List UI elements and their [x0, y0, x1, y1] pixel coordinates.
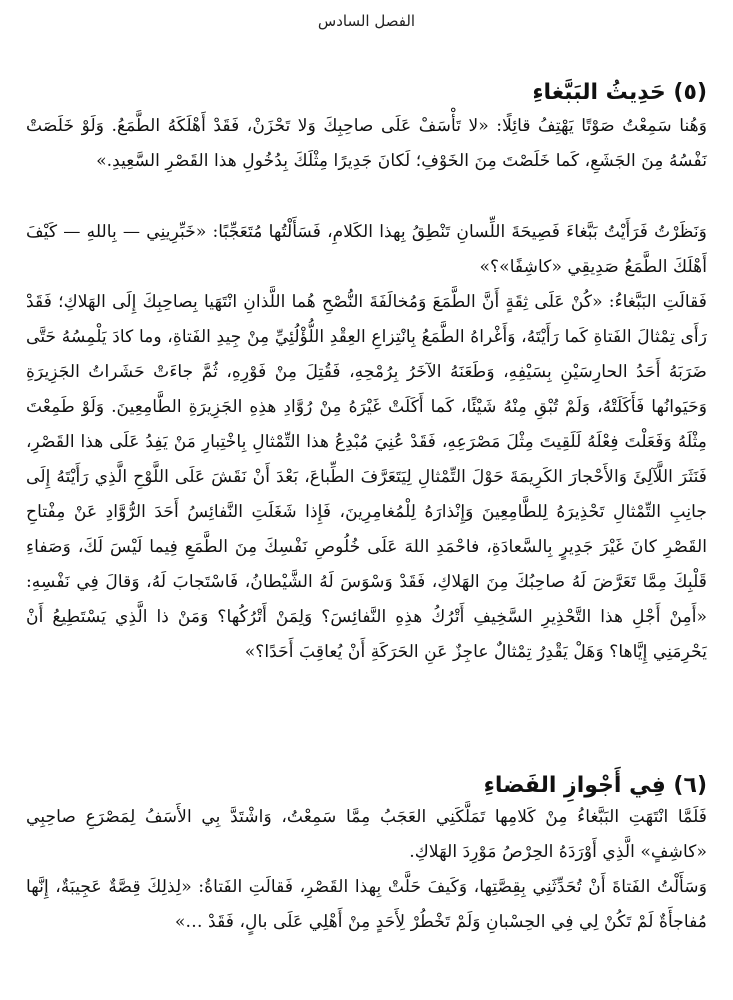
section-heading-6: (٦) فِي أَجْوازِ الفَضاءِ: [483, 773, 707, 799]
paragraph-parrot-question: وَنَظَرْتُ فَرَأَيْتُ بَبَّغاءَ فَصِيحَةَ اللِّسانِ تَنْطِقُ بِهذا الكَلامِ، فَسَأَلْتُها مُتَعَجِّبًا: «خَبِّرِينِي — بِاللهِ — كَيْفَ أَهْلَكَ الطَّمَعُ صَدِيقِي «كاشِفًا»؟»: [26, 222, 707, 277]
section-heading-5: (٥) حَدِيثُ البَبَّغاءِ: [532, 80, 707, 106]
paragraph-parrot-answer: فَقالَتِ البَبَّغاءُ: «كُنْ عَلَى ثِقَةٍ أَنَّ الطَّمَعَ وَمُخالَفَةَ النُّصْحِ هُما اللَّذانِ انْتَهَيا بِصاحِبِكَ إِلَى الهَلاكِ؛ فَقَدْ رَأَى تِمْثالَ الفَتاةِ كَما رَأَيْتَهُ، وَأَغْراهُ الطَّمَعُ بِانْتِزاعِ العِقْدِ اللُّؤْلُئِيِّ مِنْ جِيدِ الفَتاةِ، وما كادَ يَلْمِسُهُ حَتَّى ضَرَبَهُ أَحَدُ الحارِسَيْنِ بِسَيْفِهِ، وَطَعَنَهُ الآخَرُ بِرُمْحِهِ، فَقُتِلَ مِنْ فَوْرِهِ، ثُمَّ جاءَتْ حَشَراتُ الجَزِيرَةِ وَحَيَوانُها فَأَكَلَتْهُ، وَلَمْ تُبْقِ مِنْهُ شَيْئًا، كَما أَكَلَتْ غَيْرَهُ مِنْ رُوَّادِ هذِهِ الجَزِيرَةِ الطَّامِعِينَ. وَلَوْ طَمِعْتَ مِثْلَهُ وَفَعَلْتَ فِعْلَهُ لَلَقِيتَ مِثْلَ مَصْرَعِهِ، فَقَدْ عُنِيَ مُبْدِعُ هذا التِّمْثالِ بِاخْتِبارِ مَنْ يَفِدُ عَلَى هذا القَصْرِ، فَنَثَرَ اللَّآلِئَ وَالأَحْجارَ الكَرِيمَةَ حَوْلَ التِّمْثالِ لِيَتَعَرَّفَ الطِّباعَ، بَعْدَ أَنْ نَقَشَ عَلَى اللَّوْحِ الَّذِي رَأَيْتَهُ إِلَى جانِبِ التِّمْثالِ تَحْذِيرَهُ لِلطَّامِعِينَ وَإِنْذارَهُ لِلْمُغامِرِينَ، فَإِذا شَغَلَتِ النَّفائِسُ أَحَدَ الرُّوَّادِ عَنْ مِفْتاحِ القَصْرِ كانَ غَيْرَ جَدِيرٍ بِالسَّعادَةِ، فاحْمَدِ اللهَ عَلَى خُلُوصِ نَفْسِكَ مِنَ الطَّمَعِ فِيما لَيْسَ لَكَ، وَصَفاءِ قَلْبِكَ مِمَّا تَعَرَّضَ لَهُ صاحِبُكَ مِنَ الهَلاكِ، فَقَدْ وَسْوَسَ لَهُ الشَّيْطانُ، فَاسْتَجابَ لَهُ، وَقالَ فِي نَفْسِهِ: «أَمِنْ أَجْلِ هذا التَّحْذِيرِ السَّخِيفِ أَتْرُكُ هذِهِ النَّفائِسَ؟ وَلِمَنْ أَتْرُكُها؟ وَمَنْ ذا الَّذِي يَسْتَطِيعُ أَنْ يَحْرِمَنِي إِيَّاها؟ وَهَلْ يَقْدِرُ تِمْثالٌ عاجِزٌ عَنِ الحَرَكَةِ أَنْ يُعاقِبَ أَحَدًا؟»: [26, 292, 707, 662]
paragraph-lament: فَلَمَّا انْتَهَتِ البَبَّغاءُ مِنْ كَلامِها تَمَلَّكَنِي العَجَبُ مِمَّا سَمِعْتُ، وَاشْتَدَّ بِي الأَسَفُ لِمَصْرَعِ صاحِبِي «كاشِفٍ» الَّذِي أَوْرَدَهُ الحِرْصُ مَوْرِدَ الهَلاكِ.: [26, 807, 707, 862]
chapter-running-header: الفصل السادس: [317, 12, 416, 30]
paragraph-voice: وَهُنا سَمِعْتُ صَوْتًا يَهْتِفُ قائِلًا: «لا تَأْسَفْ عَلَى صاحِبِكَ وَلا تَحْزَنْ، فَقَدْ أَهْلَكَهُ الطَّمَعُ. وَلَوْ خَلَصَتْ نَفْسُهُ مِنَ الجَشَعِ، كَما خَلَصْتَ مِنَ الخَوْفِ؛ لَكانَ جَدِيرًا مِثْلَكَ بِدُخُولِ هذا القَصْرِ السَّعِيدِ.»: [26, 116, 707, 171]
paragraph-girl-story: وَسَأَلْتُ الفَتاةَ أَنْ تُحَدِّثَنِي بِقِصَّتِها، وَكَيفَ حَلَّتْ بِهذا القَصْرِ، فَقالَتِ الفَتاةُ: «لِذلِكَ قِصَّةٌ عَجِيبَةٌ، إِنَّها مُفاجأَةٌ لَمْ تَكُنْ لِي فِي الحِسْبانِ وَلَمْ تَخْطُرْ لِأَحَدٍ مِنْ أَهْلِي عَلَى بالٍ، فَقَدْ …»: [26, 877, 707, 932]
